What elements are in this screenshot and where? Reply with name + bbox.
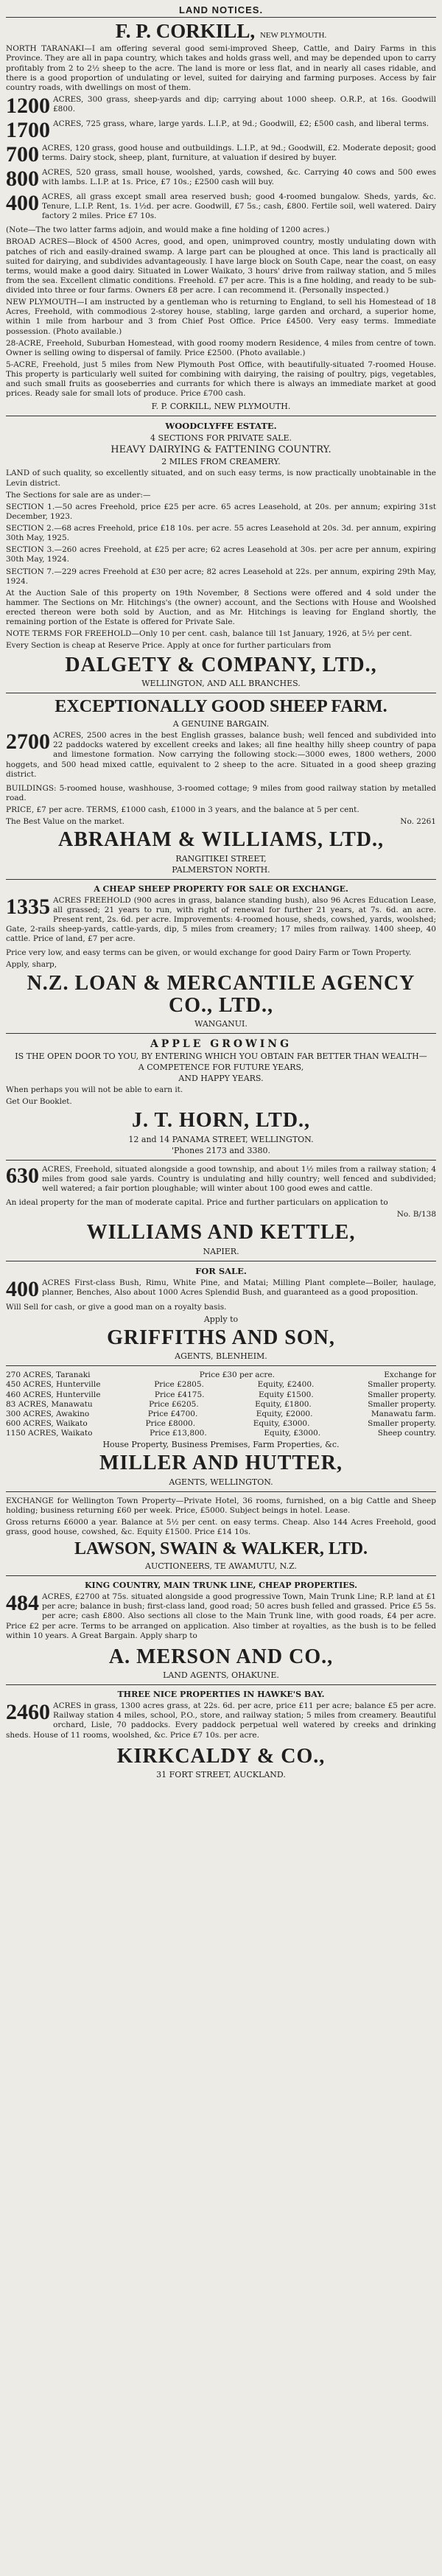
exchange-for: Smaller property. — [368, 1380, 436, 1390]
ad-title: THREE NICE PROPERTIES IN HAWKE'S BAY. — [117, 1690, 325, 1700]
ad-title: KING COUNTRY, MAIN TRUNK LINE, CHEAP PROPERTIES. — [85, 1581, 357, 1591]
ad-paragraph: BROAD ACRES—Block of 4500 Acres, good, and open, unimproved country, mostly undulating down with patches of rich and easily-drained swamp. A large part can be ploughed at once. This land is practically all suited for dairying, and subdivides advantageously. I have large block on South Cape, near the coast, on easy terms, would make a good dairy. Situated in Lower Waikato, 3 hours' drive from railway station, and 5 miles from the sea. Excellent climatic conditions. Freehold. £7 per acre. This is a fine holding, and ready to be sub-divided into three or four farms. Owners £8 per acre. I can recommend it. (Personally inspected.) — [6, 237, 436, 295]
exchange-for: Exchange for — [384, 1371, 436, 1380]
exchange-equity: Equity £1500. — [258, 1390, 314, 1399]
agent-phones: 'Phones 2173 and 3380. — [171, 1145, 271, 1155]
ad-apply: Apply, sharp, — [6, 960, 57, 970]
agent-address: NAPIER. — [203, 1246, 239, 1256]
exchange-price: Price £4700. — [147, 1409, 198, 1418]
ad-value: The Best Value on the market. — [6, 817, 125, 827]
exchange-equity: Equity, £3000. — [264, 1429, 321, 1438]
exchange-row — [6, 1429, 436, 1438]
exchange-price: Price £8000. — [145, 1418, 196, 1428]
listing-text: ACRES, 520 grass, small house, woolshed, yards, cowshed, &c. Carrying 40 cows and 500 ewes with lambs. L.I.P. at 1s. Price, £7 10s.; £2500 cash will buy. — [42, 167, 436, 187]
exchange-land: 83 ACRES, Manawatu — [6, 1399, 93, 1409]
listing-text: ACRES, 300 grass, sheep-yards and dip; carrying about 1000 sheep. O.R.P., at 16s. Goodwill £800. — [53, 94, 436, 114]
agent-address: PALMERSTON NORTH. — [172, 864, 270, 875]
exchange-price: Price £2805. — [154, 1380, 204, 1390]
listing-acreage: 400 — [6, 1276, 39, 1301]
agent-name: KIRKCALDY & CO., — [116, 1744, 326, 1768]
ad-woodclyffe — [6, 421, 436, 688]
listing-acreage: 1335 — [6, 894, 50, 919]
exchange-land: 450 ACRES, Hunterville — [6, 1380, 101, 1390]
section-item: SECTION 2.—68 acres Freehold, price £18 10s. per acre. 55 acres Leasehold at 20s. 3d. per annum, expiring 30th May, 1925. — [6, 524, 436, 543]
listing-text: ACRES, 120 grass, good house and outbuildings. L.I.P., at 9d.; Goodwill, £2. Moderate deposit; good terms. Dairy stock, sheep, plant, furniture, at valuation if desired by buyer. — [42, 143, 436, 163]
ad-subtitle: A GENUINE BARGAIN. — [172, 719, 270, 729]
ad-lawson — [6, 1497, 436, 1572]
exchange-row — [6, 1419, 436, 1429]
ad-apply: Apply to — [203, 1314, 239, 1324]
listing — [6, 1165, 436, 1196]
section-item: SECTION 1.—50 acres Freehold, price £25 per acre. 65 acres Leasehold, at 20s. per annum; expiring 31st December, 1923. — [6, 502, 436, 521]
listing-acreage: 2460 — [6, 1700, 50, 1725]
section-item: SECTION 3.—260 acres Freehold, at £25 per acre; 62 acres Leasehold at 30s. per acre per annum, expiring 30th May, 1924. — [6, 545, 436, 564]
ad-paragraph: 28-ACRE, Freehold, Suburban Homestead, with good roomy modern Residence, 4 miles from centre of town. Owner is selling owing to dispersal of family. Price £2500. (Photo available.) — [6, 338, 436, 357]
ad-paragraph: 5-ACRE, Freehold, just 5 miles from New Plymouth Post Office, with beautifully-situated 7-roomed House. This property is particularly well suited for combining with dairying, the raising of poultry, pigs, vegetables, and such small fruits as gooseberries and currants for which there is always an immediate market at good prices. Ready sale for small lots of produce. Price £700 cash. — [6, 360, 436, 399]
ad-subtitle: 4 SECTIONS FOR PRIVATE SALE. — [150, 433, 292, 444]
listing — [6, 95, 436, 117]
exchange-for: Smaller property. — [368, 1390, 436, 1399]
listing — [6, 1701, 436, 1743]
ad-title: EXCEPTIONALLY GOOD SHEEP FARM. — [55, 696, 387, 716]
section-item: SECTION 7.—229 acres Freehold at £30 per acre; 82 acres Leasehold at 22s. per annum, expiring 29th May, 1924. — [6, 567, 436, 586]
ad-paragraph: Gross returns £6000 a year. Balance at 5½ per cent. on easy terms. Cheap. Also 144 Acres Freehold, good grass, good house, cowshed, &c. Equity £1500. Price £14 10s. — [6, 1517, 436, 1536]
listing-text: ACRES, Freehold, situated alongside a good township, and about 1½ miles from a railway station; 4 miles from good sale yards. Country is undulating and hilly country; well fenced and subdivided; well watered; a fair portion ploughable; will winter about 100 good ewes and cattle. — [42, 1164, 436, 1194]
agent-name: LAWSON, SWAIN & WALKER, LTD. — [74, 1539, 368, 1559]
listing-acreage: 2700 — [6, 729, 50, 755]
advertiser-name-text: F. P. CORKILL, — [115, 20, 256, 42]
advertiser-name — [6, 21, 436, 41]
agent-address: AGENTS, WELLINGTON. — [169, 1477, 273, 1487]
agent-address: 12 and 14 PANAMA STREET, WELLINGTON. — [128, 1134, 314, 1144]
exchange-equity: Equity, £2000. — [256, 1409, 313, 1418]
ad-note: (Note—The two latter farms adjoin, and would make a fine holding of 1200 acres.) — [6, 225, 330, 235]
exchange-equity: Equity, £1800. — [255, 1399, 312, 1409]
ad-reference: No. B/138 — [396, 1210, 436, 1219]
divider — [6, 1575, 436, 1576]
divider — [6, 1491, 436, 1492]
ad-subtitle: A COMPETENCE FOR FUTURE YEARS, — [138, 1063, 304, 1073]
ad-paragraph: Will Sell for cash, or give a good man on a royalty basis. — [6, 1302, 227, 1312]
divider — [6, 1684, 436, 1685]
exchange-for: Manawatu farm. — [371, 1409, 436, 1418]
ad-subtitle: IS THE OPEN DOOR TO YOU, BY ENTERING WHICH YOU OBTAIN FAR BETTER THAN WEALTH— — [15, 1051, 427, 1062]
ad-sheep-farm — [6, 698, 436, 875]
exchange-for: Smaller property. — [368, 1399, 436, 1409]
listing-acreage: 800 — [6, 166, 39, 191]
agent-name: A. MERSON AND CO., — [108, 1645, 334, 1668]
divider — [6, 1033, 436, 1034]
ad-paragraph: At the Auction Sale of this property on 19th November, 8 Sections were offered and 4 sold under the hammer. The Sections on Mr. Hitchings's (the owner) account, and the Sections with House and Woolshed erected thereon were both sold by Auction, and as Mr. Hitchings is leaving for England shortly, the remaining portion of the Estate is offered for Private Sale. — [6, 588, 436, 627]
exchange-land: 1150 ACRES, Waikato — [6, 1429, 93, 1438]
listing — [6, 192, 436, 223]
exchange-row — [6, 1400, 436, 1410]
ad-subtitle: HEAVY DAIRYING & FATTENING COUNTRY. — [110, 444, 332, 456]
exchange-price: Price £30 per acre. — [199, 1371, 276, 1380]
ad-paragraph: BUILDINGS: 5-roomed house, washhouse, 3-roomed cottage; 9 miles from good railway station by metalled road. — [6, 783, 436, 802]
ad-reference: No. 2261 — [400, 817, 436, 827]
listing — [6, 119, 436, 141]
ad-paragraph: NEW PLYMOUTH—I am instructed by a gentleman who is returning to England, to sell his Homestead of 18 Acres, Freehold, with commodious 2-storey house, stabling, large garden and orchard, a superior home, within 1 mile from harbour and 3 from Chief Post Office. Price £4500. Very easy terms. Immediate possession. (Photo available.) — [6, 298, 436, 336]
listing-text: ACRES First-class Bush, Rimu, White Pine, and Matai; Milling Plant complete—Boiler, haulage, planner, Benches, Also about 1000 Acres Splendid Bush, and guaranteed as a good proposition. — [42, 1278, 436, 1297]
ad-apple-growing — [6, 1038, 436, 1155]
ad-paragraph: Every Section is cheap at Reserve Price. Apply at once for further particulars from — [6, 641, 332, 651]
agent-name: N.Z. LOAN & MERCANTILE AGENCY CO., LTD., — [27, 972, 415, 1017]
ad-corkill — [6, 21, 436, 411]
ad-terms: NOTE TERMS FOR FREEHOLD—Only 10 per cent. cash, balance till 1st January, 1926, at 5½ per cent. — [6, 629, 413, 639]
ad-miller-hutter — [6, 1371, 436, 1486]
exchange-for: Sheep country. — [377, 1429, 436, 1438]
listing-text: ACRES FREEHOLD (900 acres in grass, balance standing bush), also 96 Acres Education Lease, all grassed; 21 years to run, with right of renewal for further 21 years, at 7s. 6d. an acre. Present rent, 2s. 6d. per acre. Improvements: 4-roomed house, sheds, cowshed, yards, woolshed; Gate, 2-rails sheep-yards, cattle-yards, dip, 5 miles from creamery; 17 miles from railway. 1400 sheep, 40 cattle. Price of land, £7 per acre. — [6, 895, 436, 944]
exchange-row — [6, 1390, 436, 1400]
ad-ohakune — [6, 1581, 436, 1680]
agent-address: AGENTS, BLENHEIM. — [175, 1351, 267, 1362]
ad-intro: LAND of such quality, so excellently situated, and on such easy terms, is now practically unobtainable in the Levin district. — [6, 469, 436, 488]
listing-acreage: 1200 — [6, 93, 50, 118]
agent-name: WILLIAMS AND KETTLE, — [86, 1221, 356, 1245]
listing-acreage: 630 — [6, 1163, 39, 1188]
listing-text: ACRES in grass, 1300 acres grass, at 22s. 6d. per acre, price £11 per acre; balance £5 per acre. Railway station 4 miles, school, P.O., store, and railway station; 5 miles from creamery. Beautiful orchard, Lisle, 70 paddocks. Every paddock perpetual well watered by creeks and drinking sheds. House of 11 rooms, woolshed, &c. Price £7 10s. per acre. — [6, 1701, 436, 1740]
ad-paragraph: An ideal property for the man of moderate capital. Price and further particulars on application to — [6, 1198, 388, 1208]
ad-paragraph: PRICE, £7 per acre. TERMS, £1000 cash, £1000 in 3 years, and the balance at 5 per cent. — [6, 805, 359, 815]
ad-blenheim — [6, 1266, 436, 1362]
exchange-equity: Equity, £3000. — [253, 1418, 310, 1428]
ad-subtitle: AND HAPPY YEARS. — [178, 1074, 264, 1084]
exchange-price: Price £4175. — [154, 1390, 205, 1399]
advertiser-town: NEW PLYMOUTH. — [259, 31, 327, 40]
listing-text: ACRES, 2500 acres in the best English grasses, balance bush; well fenced and subdivided into 22 paddocks watered by excellent creeks and lakes; all fine healthy hilly sheep country of papa and limestone formation. Now carrying the following stock:—3000 ewes, 1800 wethers, 2000 hoggets, and 500 head mixed cattle, equivalent to 2 sheep to the acre. Situated in a good sheep grazing district. — [6, 731, 436, 779]
exchange-equity: Equity, £2400. — [257, 1380, 315, 1390]
ad-value-row — [6, 817, 436, 826]
section-header: LAND NOTICES. — [6, 0, 436, 18]
agent-address: WELLINGTON, AND ALL BRANCHES. — [141, 678, 301, 688]
ad-paragraph: Price very low, and easy terms can be given, or would exchange for good Dairy Farm or Town Property. — [6, 948, 412, 958]
exchange-row — [6, 1371, 436, 1380]
listing-acreage: 484 — [6, 1591, 39, 1616]
listing-acreage: 400 — [6, 190, 39, 215]
exchange-price: Price £13,800. — [150, 1429, 207, 1438]
ad-title: APPLE GROWING — [150, 1038, 292, 1051]
listing — [6, 141, 436, 167]
agent-address: RANGITIKEI STREET, — [175, 853, 267, 864]
exchange-row — [6, 1380, 436, 1390]
listing-acreage: 1700 — [6, 117, 50, 142]
listing — [6, 168, 436, 190]
exchange-for: Smaller property. — [368, 1418, 436, 1428]
ad-schedule: The Sections for sale are as under:— — [6, 490, 151, 500]
listing — [6, 896, 436, 947]
agent-name: DALGETY & COMPANY, LTD., — [65, 653, 377, 676]
agent-address: LAND AGENTS, OHAKUNE. — [163, 1670, 279, 1681]
agent-address: AUCTIONEERS, TE AWAMUTU, N.Z. — [145, 1561, 297, 1572]
ad-paragraph: When perhaps you will not be able to earn it. — [6, 1085, 183, 1095]
divider — [6, 879, 436, 880]
exchange-land: 300 ACRES, Awakino — [6, 1409, 90, 1418]
agent-name: MILLER AND HUTTER, — [99, 1452, 343, 1475]
ad-signoff: F. P. CORKILL, NEW PLYMOUTH. — [151, 402, 291, 412]
ad-kirkcaldy — [6, 1690, 436, 1779]
ad-footnote: House Property, Business Premises, Farm Properties, &c. — [102, 1440, 340, 1450]
agent-name: ABRAHAM & WILLIAMS, LTD., — [58, 828, 384, 852]
exchange-land: 600 ACRES, Waikato — [6, 1418, 88, 1428]
ad-title: A CHEAP SHEEP PROPERTY FOR SALE OR EXCHANGE. — [94, 883, 348, 894]
listing — [6, 1278, 436, 1301]
listing-text: ACRES, 725 grass, whare, large yards. L.I.P., at 9d.; Goodwill, £2; £500 cash, and liberal terms. — [53, 119, 429, 128]
exchange-land: 270 ACRES, Taranaki — [6, 1371, 91, 1380]
divider — [6, 1365, 436, 1366]
agent-name: GRIFFITHS AND SON, — [107, 1326, 335, 1349]
ad-intro: NORTH TARANAKI—I am offering several good semi-improved Sheep, Cattle, and Dairy Farms in this Province. They are all in papa country, which takes and holds grass well, and may be depended upon to carry profitably from 2 to 2½ sheep to the acre. The land is more or less flat, and in nearly all cases ridable, and there is a good proportion of undulating or level, suited for dairying and farming purposes. Access by fair country roads, with dwellings on most of them. — [6, 44, 436, 92]
ad-paragraph: Get Our Booklet. — [6, 1097, 72, 1107]
exchange-land: 460 ACRES, Hunterville — [6, 1390, 101, 1399]
listing — [6, 1592, 436, 1643]
listing-acreage: 700 — [6, 141, 39, 167]
ad-napier — [6, 1165, 436, 1256]
agent-address: 31 FORT STREET, AUCKLAND. — [156, 1770, 286, 1780]
agent-name: J. T. HORN, LTD., — [131, 1109, 311, 1133]
ad-title: WOODCLYFFE ESTATE. — [165, 421, 277, 432]
listing-text: ACRES, £2700 at 75s. situated alongside a good progressive Town, Main Trunk Line; R.P. land at £1 per acre; balance in bush; first-class land, good road; 50 acres bush felled and grassed. Price £5 5s. per acre; cash £800. Also sections all close to the Main Trunk line, with good roads, £4 per acre. Price £2 per acre. Terms to be arranged on application. Also timber at royalties, as the bush is to be felled within 10 years. A Great Bargain. Apply sharp to — [6, 1592, 436, 1640]
ad-title: FOR SALE. — [195, 1265, 247, 1276]
ad-subtitle: 2 MILES FROM CREAMERY. — [161, 457, 281, 467]
exchange-row — [6, 1410, 436, 1419]
divider — [6, 1160, 436, 1161]
ad-cheap-sheep — [6, 884, 436, 1029]
exchange-price: Price £6205. — [149, 1399, 199, 1409]
ad-paragraph: EXCHANGE for Wellington Town Property—Private Hotel, 36 rooms, furnished, on a big Cattle and Sheep holding; business returning £60 per week. Price, £5000. Subject beings in hotel. Lease. — [6, 1496, 436, 1515]
listing-text: ACRES, all grass except small area reserved bush; good 4-roomed bungalow. Sheds, yards, &c. Tenure, L.I.P. Rent, 1s. 1½d. per acre. Goodwill, £7 5s.; cash, £800. Fertile soil, well watered. Dairy factory 2 miles. Price £7 10s. — [42, 192, 436, 221]
agent-address: WANGANUI. — [194, 1019, 248, 1029]
listing — [6, 731, 436, 782]
